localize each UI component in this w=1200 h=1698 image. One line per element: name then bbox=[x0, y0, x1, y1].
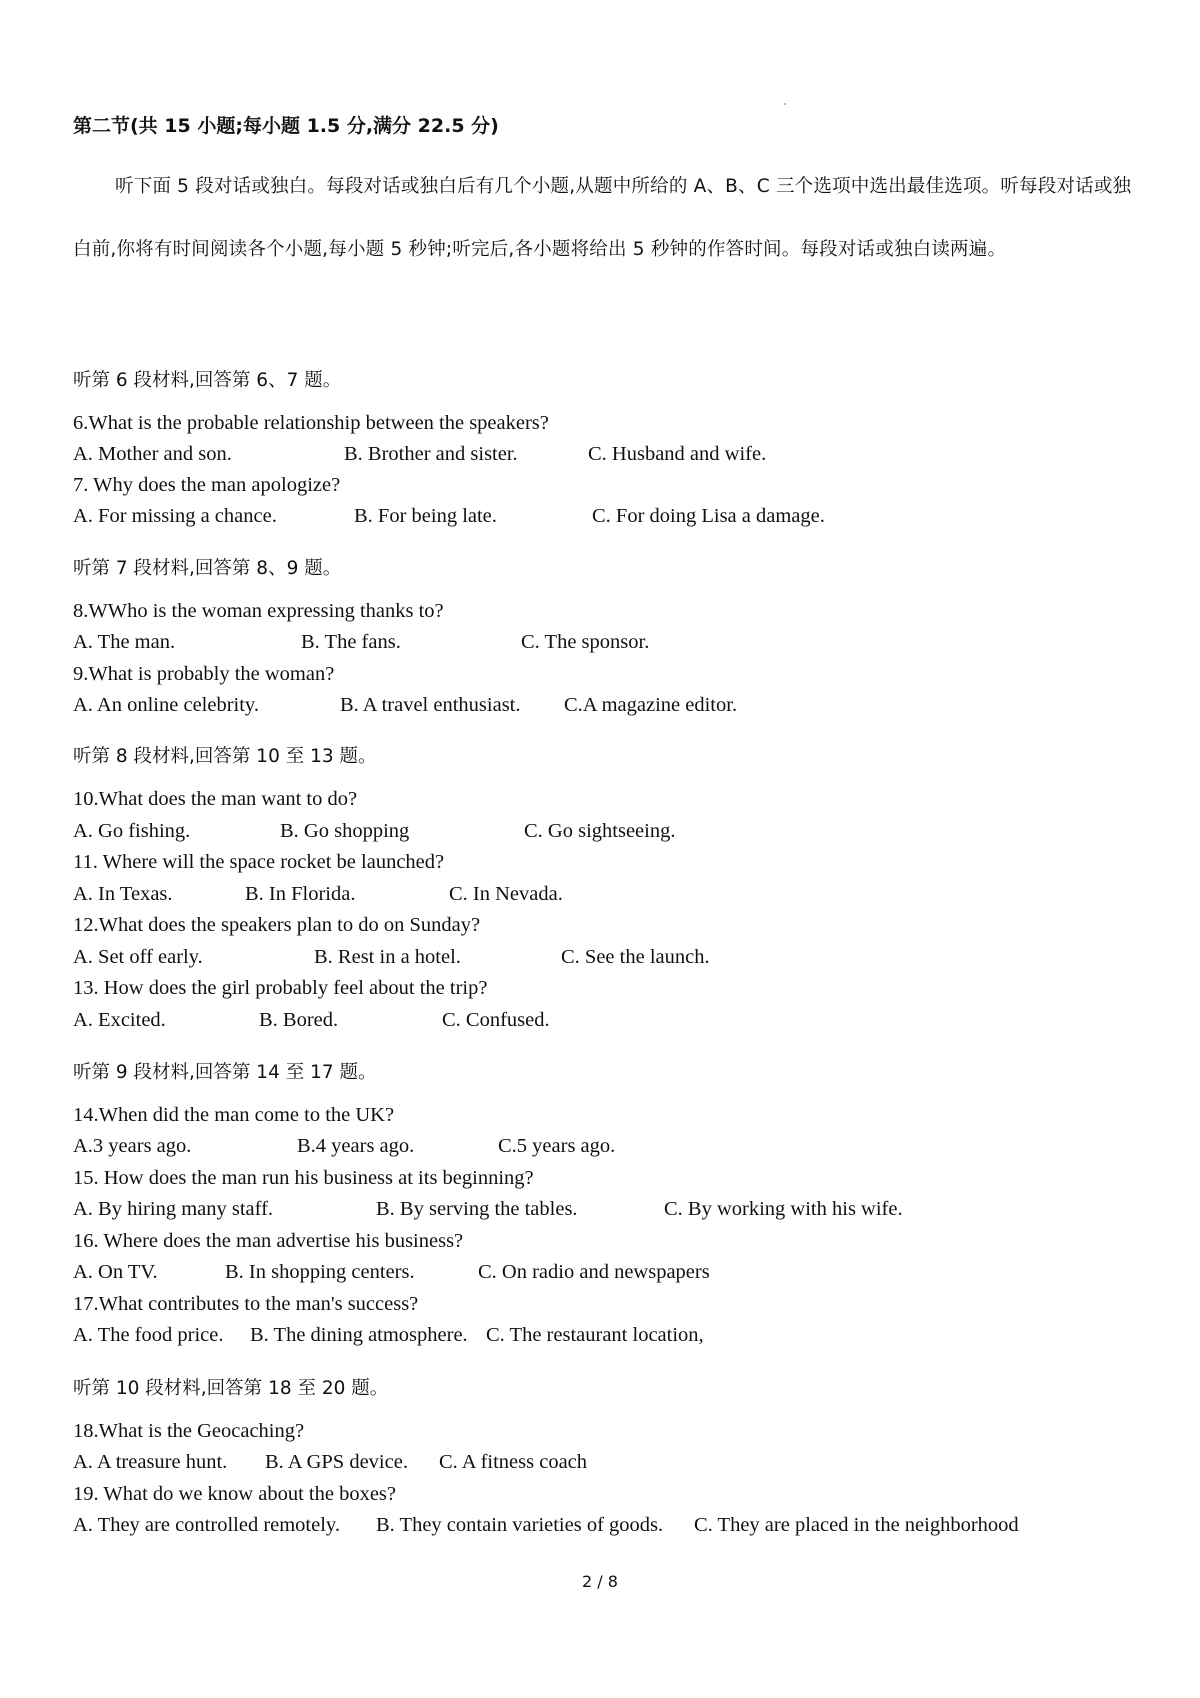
option-9b: B. A travel enthusiast. bbox=[340, 694, 521, 716]
option-8c: C. The sponsor. bbox=[521, 631, 650, 653]
section-header-9: 听第 9 段材料,回答第 14 至 17 题。 bbox=[73, 1062, 377, 1083]
question-13: 13. How does the girl probably feel about the trip? bbox=[73, 977, 488, 999]
option-12b: B. Rest in a hotel. bbox=[314, 946, 461, 968]
option-13a: A. Excited. bbox=[73, 1009, 166, 1031]
option-17c: C. The restaurant location, bbox=[486, 1324, 704, 1346]
option-14a: A.3 years ago. bbox=[73, 1135, 192, 1157]
option-10b: B. Go shopping bbox=[280, 820, 410, 842]
option-14c: C.5 years ago. bbox=[498, 1135, 616, 1157]
question-6: 6.What is the probable relationship between the speakers? bbox=[73, 412, 549, 434]
option-16c: C. On radio and newspapers bbox=[478, 1261, 710, 1283]
option-16a: A. On TV. bbox=[73, 1261, 158, 1283]
question-15: 15. How does the man run his business at its beginning? bbox=[73, 1167, 534, 1189]
section-header-10: 听第 10 段材料,回答第 18 至 20 题。 bbox=[73, 1378, 389, 1399]
option-9c: C.A magazine editor. bbox=[564, 694, 738, 716]
question-11: 11. Where will the space rocket be launched? bbox=[73, 851, 445, 873]
option-15c: C. By working with his wife. bbox=[664, 1198, 903, 1220]
option-14b: B.4 years ago. bbox=[297, 1135, 415, 1157]
option-18b: B. A GPS device. bbox=[265, 1451, 408, 1473]
section-header-7: 听第 7 段材料,回答第 8、9 题。 bbox=[73, 558, 342, 579]
question-7: 7. Why does the man apologize? bbox=[73, 474, 341, 496]
option-7b: B. For being late. bbox=[354, 505, 497, 527]
option-11a: A. In Texas. bbox=[73, 883, 173, 905]
option-19b: B. They contain varieties of goods. bbox=[376, 1514, 664, 1536]
option-13b: B. Bored. bbox=[259, 1009, 339, 1031]
option-15b: B. By serving the tables. bbox=[376, 1198, 578, 1220]
option-19a: A. They are controlled remotely. bbox=[73, 1514, 340, 1536]
question-19: 19. What do we know about the boxes? bbox=[73, 1483, 396, 1505]
option-11c: C. In Nevada. bbox=[449, 883, 563, 905]
question-14: 14.When did the man come to the UK? bbox=[73, 1104, 395, 1126]
option-6b: B. Brother and sister. bbox=[344, 443, 518, 465]
instructions-paragraph: 听下面 5 段对话或独白。每段对话或独白后有几个小题,从题中所给的 A、B、C 三个选项中选出最佳选项。听每段对话或独白前,你将有时间阅读各个小题,每小题 5 秒钟;听完后,各小题将给出 5 秒钟的作答时间。每段对话或独白读两遍。 bbox=[73, 176, 1132, 260]
option-12c: C. See the launch. bbox=[561, 946, 710, 968]
option-7c: C. For doing Lisa a damage. bbox=[592, 505, 825, 527]
page-number: 2 / 8 bbox=[582, 1572, 618, 1591]
option-6a: A. Mother and son. bbox=[73, 443, 232, 465]
question-16: 16. Where does the man advertise his business? bbox=[73, 1230, 464, 1252]
section-header-8: 听第 8 段材料,回答第 10 至 13 题。 bbox=[73, 746, 377, 767]
option-12a: A. Set off early. bbox=[73, 946, 203, 968]
question-18: 18.What is the Geocaching? bbox=[73, 1420, 305, 1442]
option-8b: B. The fans. bbox=[301, 631, 401, 653]
option-18c: C. A fitness coach bbox=[439, 1451, 588, 1473]
option-15a: A. By hiring many staff. bbox=[73, 1198, 274, 1220]
option-13c: C. Confused. bbox=[442, 1009, 550, 1031]
question-8: 8.WWho is the woman expressing thanks to? bbox=[73, 600, 444, 622]
section-header-6: 听第 6 段材料,回答第 6、7 题。 bbox=[73, 370, 342, 391]
question-17: 17.What contributes to the man's success? bbox=[73, 1293, 419, 1315]
scan-speck bbox=[784, 103, 786, 105]
question-10: 10.What does the man want to do? bbox=[73, 788, 358, 810]
question-9: 9.What is probably the woman? bbox=[73, 663, 335, 685]
question-12: 12.What does the speakers plan to do on Sunday? bbox=[73, 914, 481, 936]
option-10c: C. Go sightseeing. bbox=[524, 820, 676, 842]
option-18a: A. A treasure hunt. bbox=[73, 1451, 228, 1473]
option-6c: C. Husband and wife. bbox=[588, 443, 767, 465]
option-10a: A. Go fishing. bbox=[73, 820, 191, 842]
option-17a: A. The food price. bbox=[73, 1324, 224, 1346]
option-8a: A. The man. bbox=[73, 631, 176, 653]
section-heading: 第二节(共 15 小题;每小题 1.5 分,满分 22.5 分) bbox=[73, 115, 499, 137]
option-16b: B. In shopping centers. bbox=[225, 1261, 415, 1283]
option-19c: C. They are placed in the neighborhood bbox=[694, 1514, 1019, 1536]
option-17b: B. The dining atmosphere. bbox=[250, 1324, 468, 1346]
option-11b: B. In Florida. bbox=[245, 883, 356, 905]
option-9a: A. An online celebrity. bbox=[73, 694, 259, 716]
option-7a: A. For missing a chance. bbox=[73, 505, 277, 527]
